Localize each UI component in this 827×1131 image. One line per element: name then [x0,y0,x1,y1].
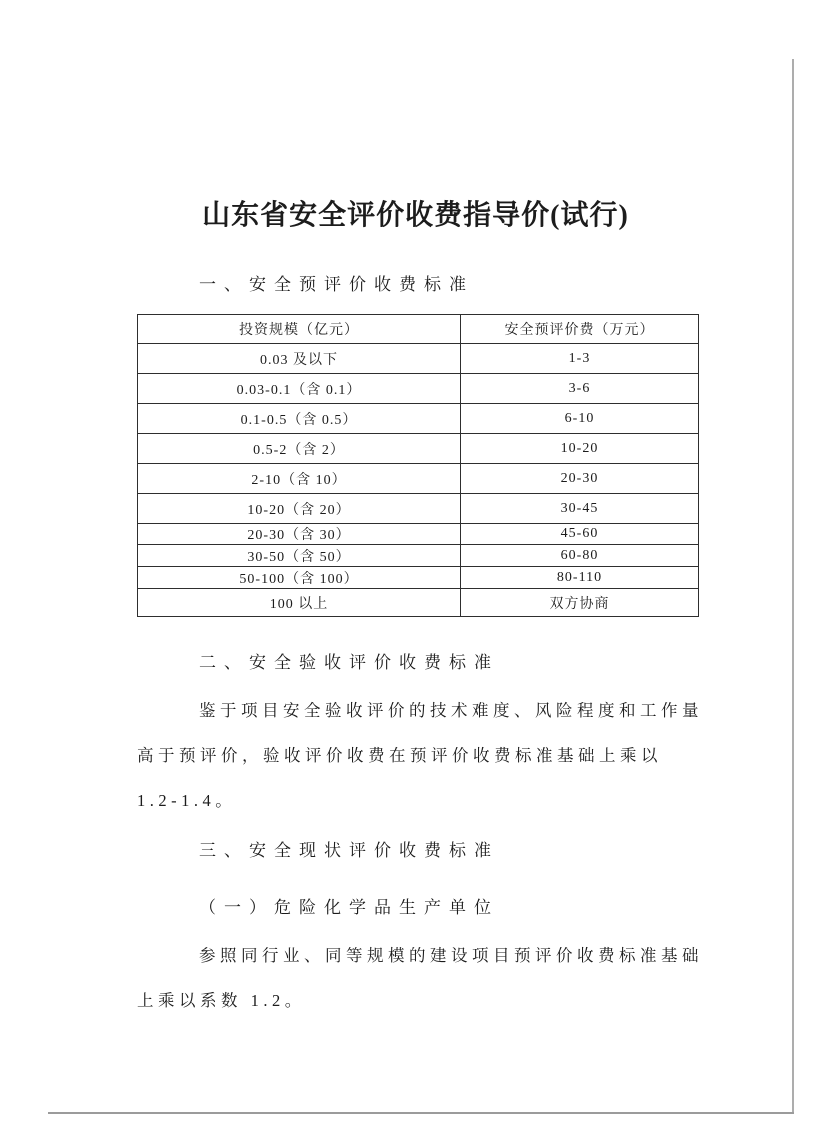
cell-scale: 0.03-0.1（含 0.1） [138,374,461,404]
paragraph-line: 上乘以系数 1.2。 [137,991,306,1010]
table-row [138,404,699,434]
page-right-edge [792,59,794,1113]
header-pre-evaluation-fee: 安全预评价费（万元） [461,315,699,344]
page-bottom-edge [48,1112,794,1114]
cell-scale: 10-20（含 20） [138,494,461,524]
section2-heading: 二、安全验收评价收费标准 [199,653,499,672]
cell-fee: 45-60 [461,524,699,545]
cell-fee: 80-110 [461,567,699,589]
cell-scale: 0.1-0.5（含 0.5） [138,404,461,434]
cell-fee: 20-30 [461,464,699,494]
section2-paragraph [137,688,703,823]
document-page [137,197,703,1023]
cell-fee: 双方协商 [461,589,699,617]
table-row [138,545,699,567]
cell-fee: 30-45 [461,494,699,524]
table-row [138,567,699,589]
section3-subsection1-heading: （一）危险化学品生产单位 [199,898,499,917]
table-header-row [138,315,699,344]
cell-fee: 3-6 [461,374,699,404]
table-row [138,589,699,617]
table-row [138,464,699,494]
pre-evaluation-fee-table [137,314,699,617]
header-investment-scale: 投资规模（亿元） [138,315,461,344]
paragraph-line: 鉴于项目安全验收评价的技术难度、风险程度和工作量 [199,701,703,720]
cell-scale: 30-50（含 50） [138,545,461,567]
cell-fee: 6-10 [461,404,699,434]
table-row [138,524,699,545]
table-row [138,344,699,374]
table-row [138,374,699,404]
cell-fee: 1-3 [461,344,699,374]
document-title: 山东省安全评价收费指导价(试行) [202,200,629,231]
subsection1-paragraph [137,933,703,1023]
cell-scale: 20-30（含 30） [138,524,461,545]
section3-heading: 三、安全现状评价收费标准 [199,841,499,860]
paragraph-line: 参照同行业、同等规模的建设项目预评价收费标准基础 [199,946,703,965]
section1-heading: 一、安全预评价收费标准 [199,275,474,294]
cell-fee: 60-80 [461,545,699,567]
paragraph-line: 1.2-1.4。 [137,791,237,810]
cell-scale: 0.5-2（含 2） [138,434,461,464]
table-row [138,494,699,524]
cell-scale: 100 以上 [138,589,461,617]
cell-scale: 50-100（含 100） [138,567,461,589]
cell-fee: 10-20 [461,434,699,464]
cell-scale: 0.03 及以下 [138,344,461,374]
table-row [138,434,699,464]
paragraph-line: 高于预评价，验收评价收费在预评价收费标准基础上乘以 [137,746,662,765]
cell-scale: 2-10（含 10） [138,464,461,494]
